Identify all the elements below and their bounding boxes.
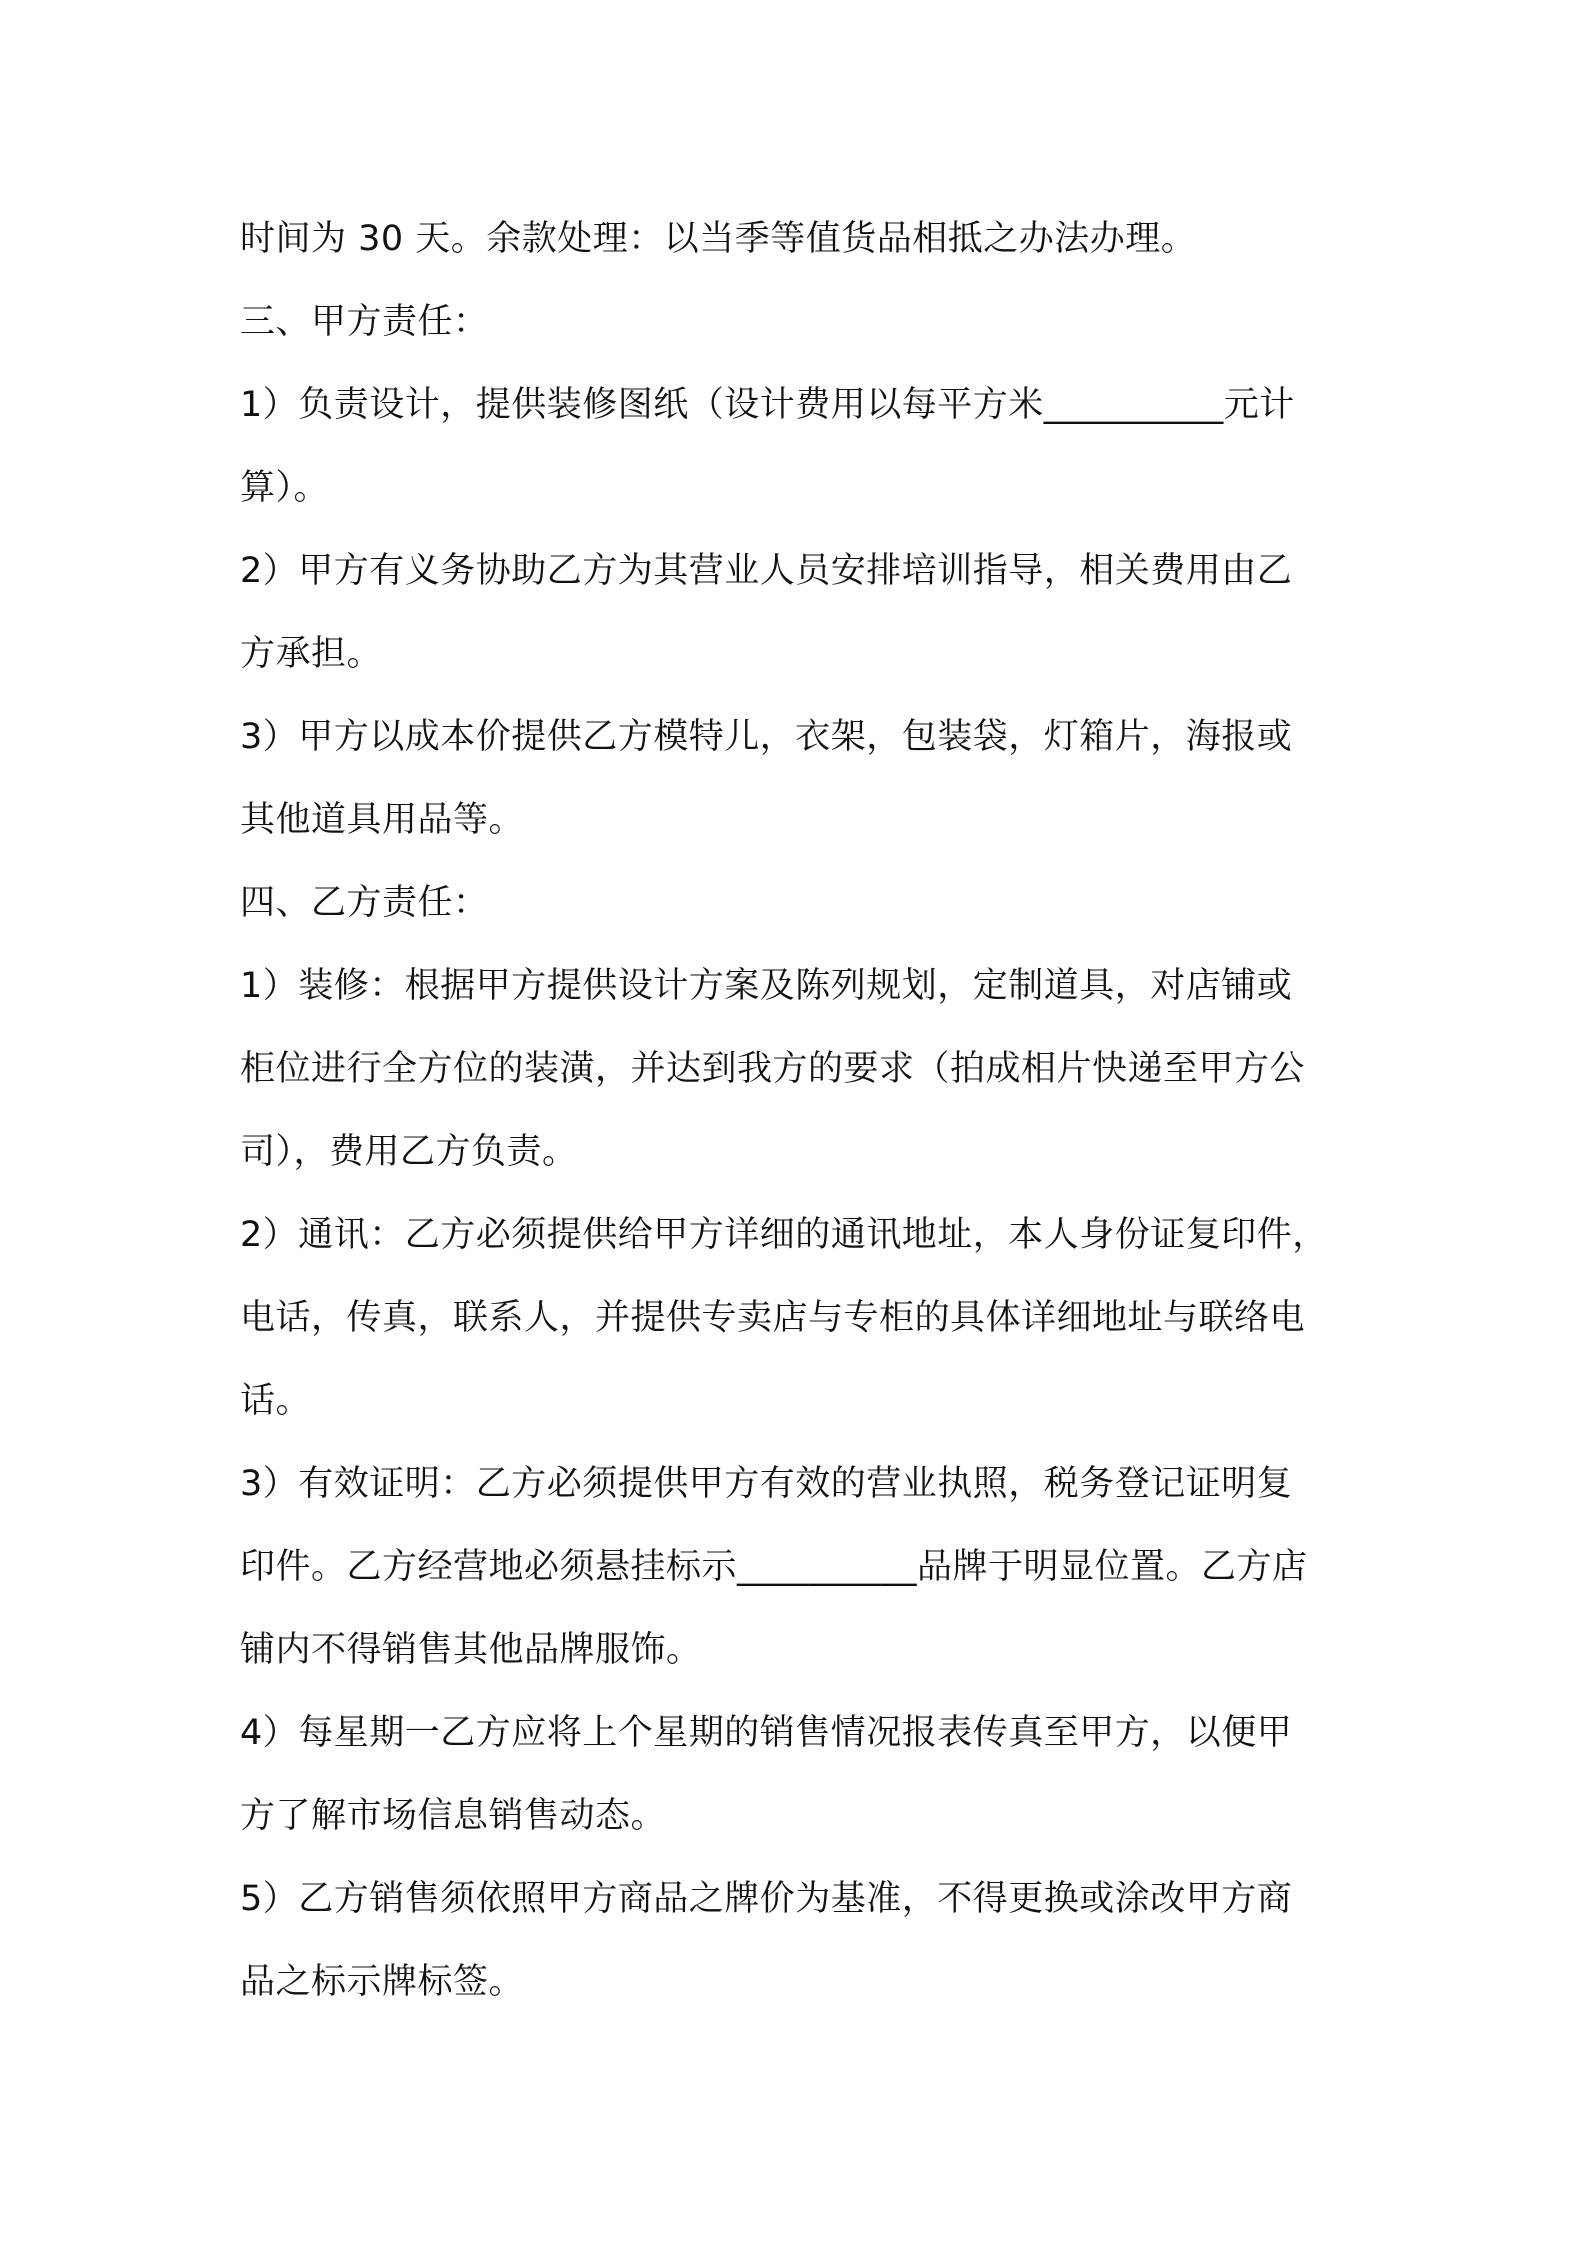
text-line: 时间为 30 天。余款处理：以当季等值货品相抵之办法办理。 — [240, 219, 1197, 259]
text-line: 3）有效证明：乙方必须提供甲方有效的营业执照，税务登记证明复 — [240, 1464, 1293, 1504]
text-line: 印件。乙方经营地必须悬挂标示__________品牌于明显位置。乙方店 — [240, 1547, 1308, 1587]
text-line: 5）乙方销售须依照甲方商品之牌价为基准，不得更换或涂改甲方商 — [240, 1879, 1293, 1919]
text-line: 4）每星期一乙方应将上个星期的销售情况报表传真至甲方，以便甲 — [240, 1713, 1293, 1753]
text-line: 柜位进行全方位的装潢，并达到我方的要求（拍成相片快递至甲方公 — [240, 1049, 1306, 1089]
text-line: 1）装修：根据甲方提供设计方案及陈列规划，定制道具，对店铺或 — [240, 966, 1293, 1006]
text-line: 方承担。 — [240, 634, 383, 674]
text-line: 算）。 — [240, 468, 330, 508]
text-line: 2）通讯：乙方必须提供给甲方详细的通讯地址，本人身份证复印件， — [240, 1215, 1328, 1255]
text-line: 电话，传真，联系人，并提供专卖店与专柜的具体详细地址与联络电 — [240, 1298, 1306, 1338]
text-line: 方了解市场信息销售动态。 — [240, 1796, 667, 1836]
text-line: 铺内不得销售其他品牌服饰。 — [240, 1630, 702, 1670]
document-body — [240, 198, 1370, 2024]
section-heading-party-a: 三、甲方责任： — [240, 302, 489, 342]
text-line: 3）甲方以成本价提供乙方模特儿，衣架，包装袋，灯箱片，海报或 — [240, 717, 1293, 757]
text-line: 品之标示牌标签。 — [240, 1962, 525, 2002]
text-line: 1）负责设计，提供装修图纸（设计费用以每平方米__________元计 — [240, 385, 1295, 425]
text-line: 司），费用乙方负责。 — [240, 1132, 578, 1172]
section-heading-party-b: 四、乙方责任： — [240, 883, 489, 923]
text-line: 2）甲方有义务协助乙方为其营业人员安排培训指导，相关费用由乙 — [240, 551, 1293, 591]
text-line: 话。 — [240, 1381, 312, 1421]
text-line: 其他道具用品等。 — [240, 800, 525, 840]
